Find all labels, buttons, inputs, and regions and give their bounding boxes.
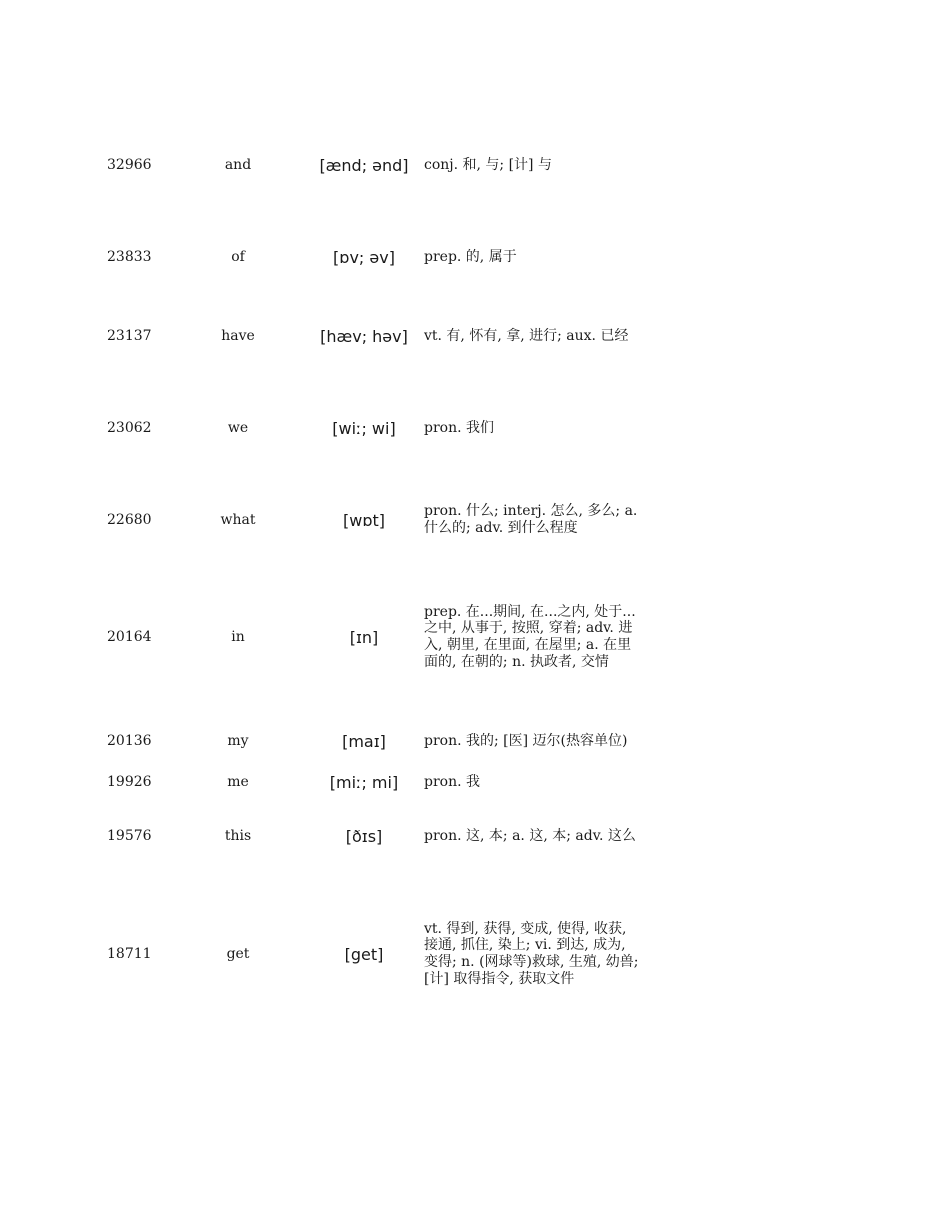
table-row — [0, 900, 950, 1008]
phonetic-cell: [miː; mi] — [329, 772, 399, 792]
definition-cell — [424, 494, 642, 546]
phonetic-cell: [hæv; həv] — [320, 326, 408, 346]
definition-text: pron. 什么; interj. 怎么, 多么; a. 什么的; adv. 到什么程度 — [424, 503, 638, 536]
frequency-cell: 22680 — [107, 512, 152, 528]
definition-cell — [424, 413, 642, 443]
definition-text: conj. 和, 与; [计] 与 — [424, 156, 552, 173]
definition-text: prep. 的, 属于 — [424, 248, 517, 265]
definition-cell — [424, 818, 642, 854]
definition-text: pron. 这, 本; a. 这, 本; adv. 这么 — [424, 827, 636, 844]
table-row — [0, 723, 950, 759]
table-row — [0, 317, 950, 355]
frequency-cell: 23137 — [107, 328, 152, 344]
definition-text: vt. 有, 怀有, 拿, 进行; aux. 已经 — [424, 327, 629, 344]
table-row — [0, 586, 950, 688]
definition-cell — [424, 586, 642, 688]
frequency-cell: 23833 — [107, 249, 152, 265]
definition-cell — [424, 242, 642, 272]
word-cell: have — [221, 328, 255, 344]
definition-cell — [424, 900, 642, 1008]
definition-text: pron. 我 — [424, 773, 480, 790]
frequency-cell: 19576 — [107, 828, 152, 844]
definition-cell — [424, 150, 642, 180]
word-cell: get — [226, 946, 250, 962]
frequency-cell: 23062 — [107, 420, 152, 436]
frequency-cell: 19926 — [107, 774, 152, 790]
word-cell: in — [231, 629, 245, 645]
table-row — [0, 494, 950, 546]
frequency-cell: 20164 — [107, 629, 152, 645]
phonetic-cell: [ðɪs] — [345, 826, 383, 846]
definition-text: prep. 在...期间, 在...之内, 处于...之中, 从事于, 按照, 穿着; adv. 进入, 朝里, 在里面, 在屋里; a. 在里面的, 在朝的; n. 执政者, 交情 — [424, 603, 636, 670]
phonetic-cell: [get] — [344, 944, 384, 964]
word-cell: what — [220, 512, 256, 528]
definition-cell — [424, 768, 642, 796]
word-cell: of — [231, 249, 245, 265]
table-row — [0, 768, 950, 796]
definition-cell — [424, 317, 642, 355]
word-cell: we — [227, 420, 249, 436]
definition-text: pron. 我们 — [424, 419, 494, 436]
definition-cell — [424, 723, 642, 759]
frequency-cell: 32966 — [107, 157, 152, 173]
table-row — [0, 413, 950, 443]
phonetic-cell: [wiː; wi] — [332, 418, 396, 438]
word-cell: this — [224, 828, 252, 844]
phonetic-cell: [wɒt] — [343, 510, 385, 530]
phonetic-cell: [ɒv; əv] — [333, 247, 395, 267]
phonetic-cell: [ɪn] — [349, 627, 379, 647]
frequency-cell: 18711 — [107, 946, 152, 962]
table-row — [0, 150, 950, 180]
word-cell: me — [227, 774, 249, 790]
definition-text: vt. 得到, 获得, 变成, 使得, 收获, 接通, 抓住, 染上; vi. 到达, 成为, 变得; n. (网球等)救球, 生殖, 幼兽; [计] 取得指令, 获取文件 — [424, 920, 639, 987]
table-row — [0, 242, 950, 272]
phonetic-cell: [maɪ] — [342, 731, 386, 751]
word-cell: my — [227, 733, 249, 749]
word-cell: and — [224, 157, 252, 173]
table-row — [0, 818, 950, 854]
definition-text: pron. 我的; [医] 迈尔(热容单位) — [424, 732, 628, 749]
phonetic-cell: [ænd; ənd] — [319, 155, 409, 175]
frequency-cell: 20136 — [107, 733, 152, 749]
